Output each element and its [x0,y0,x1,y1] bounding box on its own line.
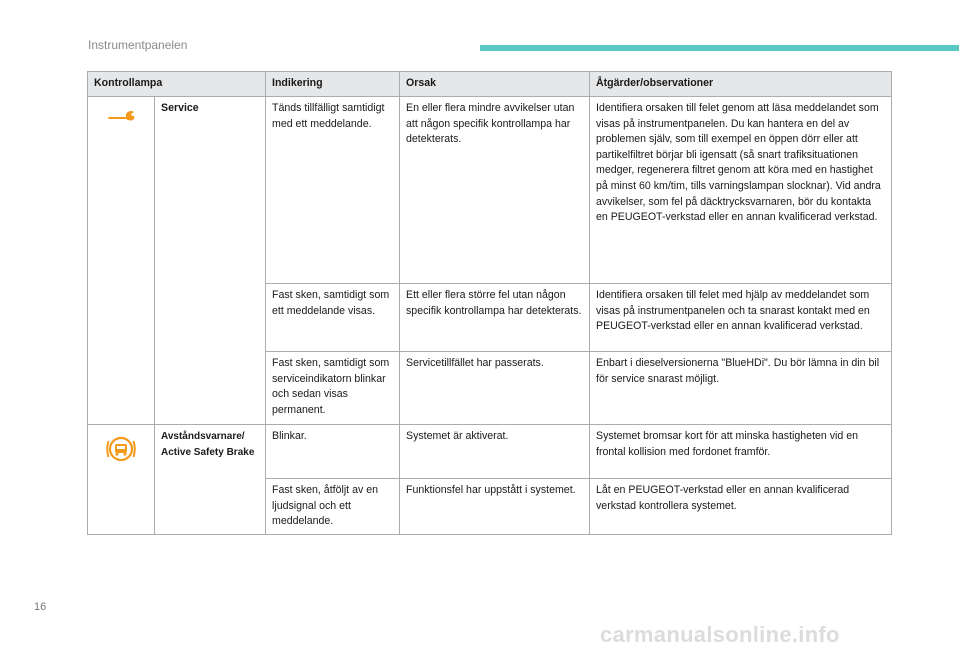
column-header-cause: Orsak [400,72,590,97]
indication-cell: Fast sken, samtidigt som ett meddelande visas. [266,284,400,352]
lamp-name-cell [155,97,266,425]
column-header-action: Åtgärder/observationer [590,72,892,97]
safety-brake-icon-cell [88,425,155,535]
header-accent-bar [480,45,959,51]
action-cell: Identifiera orsaken till felet genom att läsa meddelandet som visas på instrumentpanelen. Du kan hantera en del av problemen själv, som till exempel en öppen dörr eller att partikelfiltret börjar bli igensatt (så snart trafiksituationen medger, regenerera filtret genom att köra med en hastighet på minst 60 km/tim, tills varningslampan slocknar). Vid andra avvikelser, som fel på däcktrycksvarnaren, bör du kontakta en PEUGEOT-verkstad eller en annan kvalificerad verkstad. [590,97,892,284]
indication-cell: Fast sken, åtföljt av en ljudsignal och ett meddelande. [266,479,400,535]
column-header-lamp: Kontrollampa [88,72,266,97]
indication-cell: Blinkar. [266,425,400,479]
action-cell: Låt en PEUGEOT-verkstad eller en annan kvalificerad verkstad kontrollera systemet. [590,479,892,535]
action-cell: Identifiera orsaken till felet med hjälp av meddelandet som visas på instrumentpanelen och ta snarast kontakt med en PEUGEOT-verkstad eller en annan kvalificerad verkstad. [590,284,892,352]
cause-cell: Systemet är aktiverat. [400,425,590,479]
wrench-icon [106,105,136,125]
warning-lamp-table [87,71,892,535]
cause-cell: En eller flera mindre avvikelser utan att någon specifik kontrollampa har detekterats. [400,97,590,284]
column-header-indication: Indikering [266,72,400,97]
page-number: 16 [34,601,47,613]
collision-warning-icon [105,433,137,465]
watermark: carmanualsonline.info [600,622,840,647]
action-cell: Enbart i dieselversionerna "BlueHDi". Du bör lämna in din bil för service snarast möjligt. [590,352,892,425]
lamp-name-cell [155,425,266,535]
table-row [88,97,892,284]
cause-cell: Funktionsfel har uppstått i systemet. [400,479,590,535]
section-title: Instrumentpanelen [88,38,188,52]
lamp-name: Avståndsvarnare/ Active Safety Brake [161,431,255,458]
lamp-name: Service [161,102,199,114]
cause-cell: Ett eller flera större fel utan någon specifik kontrollampa har detekterats. [400,284,590,352]
table-header-row [88,72,892,97]
indication-cell: Tänds tillfälligt samtidigt med ett meddelande. [266,97,400,284]
indication-cell: Fast sken, samtidigt som serviceindikatorn blinkar och sedan visas permanent. [266,352,400,425]
action-cell: Systemet bromsar kort för att minska hastigheten vid en frontal kollision med fordonet framför. [590,425,892,479]
cause-cell: Servicetillfället har passerats. [400,352,590,425]
service-icon-cell [88,97,155,425]
table-row [88,425,892,479]
